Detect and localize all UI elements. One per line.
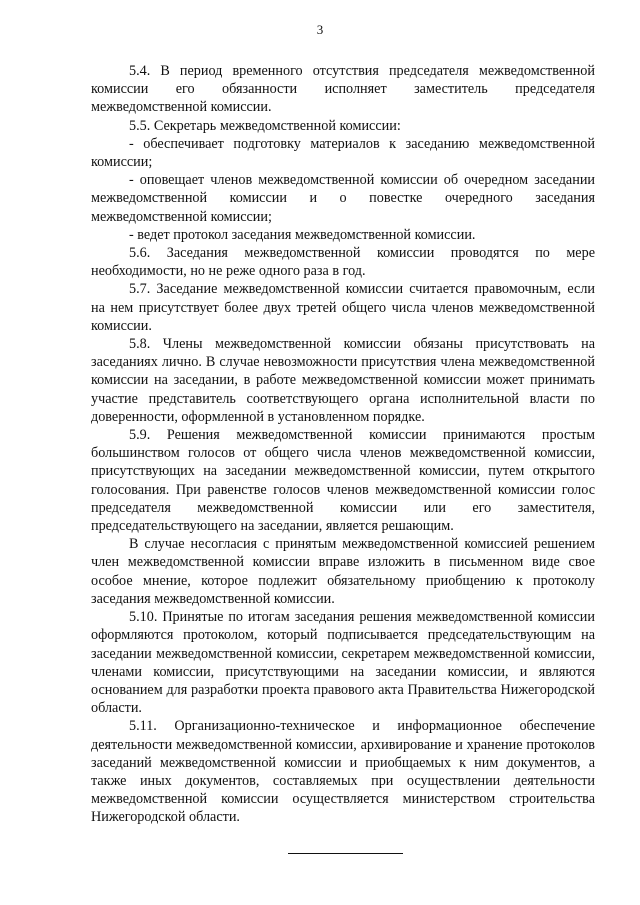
list-item-minutes: - ведет протокол заседания межведомственной комиссии.	[129, 226, 476, 243]
page-number: 3	[316, 22, 324, 37]
paragraph-5-11: 5.11. Организационно-техническое и информационное обеспечение деятельности межведомственной комиссии, архивирование и хранение протоколов заседаний межведомственной комиссии и приобщаемых к ним документов, а также иных документов, составляемых при осуществлении деятельности межведомственной комиссии осуществляется министерством строительства Нижегородской области.	[91, 718, 595, 826]
document-body	[91, 62, 595, 827]
paragraph-5-9: 5.9. Решения межведомственной комиссии принимаются простым большинством голосов от общего числа членов межведомственной комиссии, присутствующих на заседании межведомственной комиссии, путем открытого голосования. При равенстве голосов членов межведомственной комиссии голос председателя межведомственной комиссии или его заместителя, председательствующего на заседании, является решающим.	[91, 427, 595, 535]
list-item-notify-members: - оповещает членов межведомственной комиссии об очередном заседании межведомственной комиссии и о повестке очередного заседания межведомственной комиссии;	[91, 172, 595, 225]
list-item-materials: - обеспечивает подготовку материалов к заседанию межведомственной комиссии;	[91, 135, 595, 171]
paragraph-5-10: 5.10. Принятые по итогам заседания решения межведомственной комиссии оформляются протоколом, который подписывается председательствующим на заседании межведомственной комиссии, секретарем межведомственной комиссии, членами комиссии, присутствующими на заседании комиссии, и являются основанием для разработки проекта правового акта Правительства Нижегородской области.	[91, 609, 595, 717]
paragraph-5-7: 5.7. Заседание межведомственной комиссии считается правомочным, если на нем присутствует более двух третей общего числа членов межведомственной комиссии.	[91, 281, 595, 334]
paragraph-dissent: В случае несогласия с принятым межведомственной комиссией решением член межведомственной комиссии вправе изложить в письменном виде свое особое мнение, которое подлежит обязательному приобщению к протоколу заседания межведомственной комиссии.	[91, 536, 595, 607]
paragraph-5-8: 5.8. Члены межведомственной комиссии обязаны присутствовать на заседаниях лично. В случае невозможности присутствия члена межведомственной комиссии на заседании, в работе межведомственной комиссии может принимать участие представитель соответствующего органа исполнительной власти по доверенности, оформленной в установленном порядке.	[91, 336, 595, 425]
paragraph-5-6: 5.6. Заседания межведомственной комиссии проводятся по мере необходимости, но не реже одного раза в год.	[91, 245, 595, 280]
end-of-document-rule	[288, 853, 403, 854]
paragraph-5-5: 5.5. Секретарь межведомственной комиссии:	[129, 117, 401, 134]
paragraph-5-4: 5.4. В период временного отсутствия председателя межведомственной комиссии его обязанности исполняет заместитель председателя межведомственной комиссии.	[91, 63, 595, 116]
